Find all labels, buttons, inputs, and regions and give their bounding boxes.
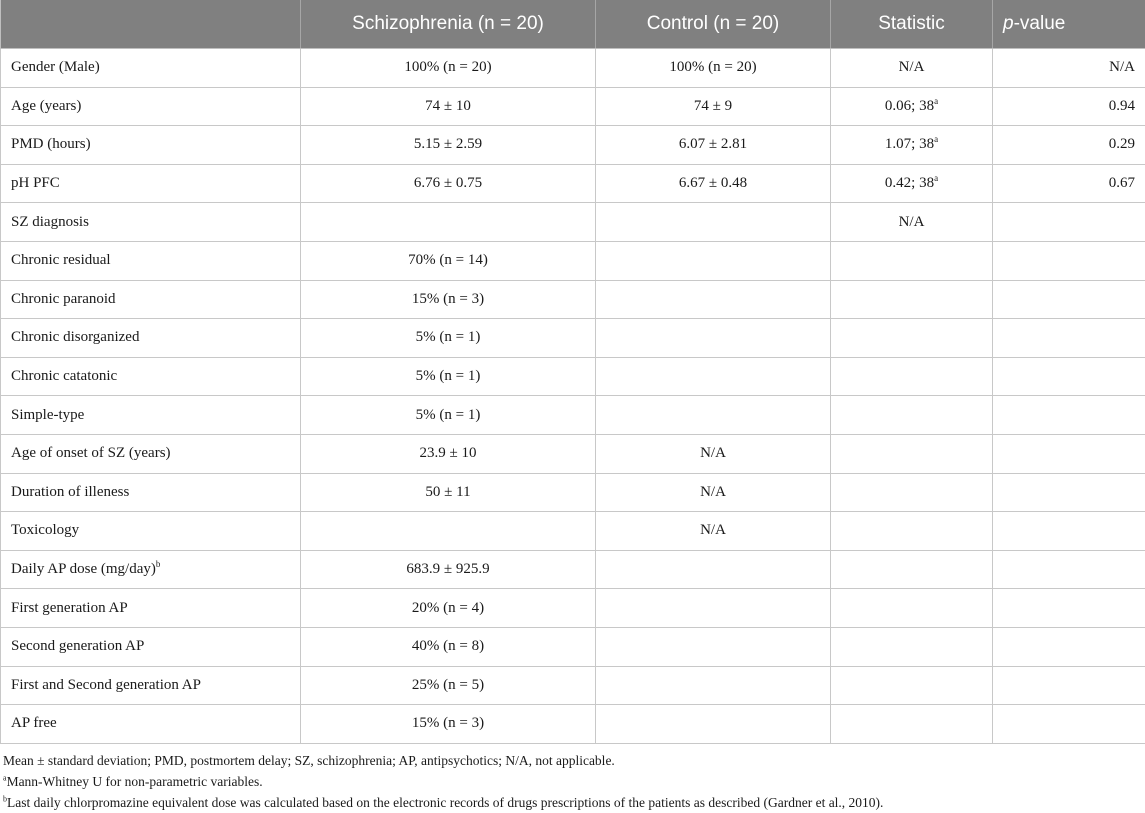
statistic-cell bbox=[831, 357, 993, 396]
row-label-cell bbox=[1, 241, 301, 280]
control-cell bbox=[596, 512, 831, 551]
row-label-cell-text: Simple-type bbox=[11, 407, 84, 423]
schizophrenia-cell bbox=[301, 164, 596, 203]
statistic-cell-text: 1.07; 38 bbox=[885, 136, 934, 152]
table-row bbox=[1, 357, 1145, 396]
row-label-cell-text: First generation AP bbox=[11, 600, 128, 616]
row-label-cell bbox=[1, 164, 301, 203]
row-label-cell-footnote-mark: b bbox=[156, 559, 161, 569]
footnote-b bbox=[3, 792, 1142, 813]
table-row bbox=[1, 434, 1145, 473]
schizophrenia-cell-text: 50 ± 11 bbox=[425, 484, 470, 500]
control-cell bbox=[596, 319, 831, 358]
table-header bbox=[1, 0, 1145, 49]
schizophrenia-cell bbox=[301, 473, 596, 512]
row-label-cell-text: SZ diagnosis bbox=[11, 214, 89, 230]
control-cell bbox=[596, 589, 831, 628]
row-label-cell-text: First and Second generation AP bbox=[11, 677, 201, 693]
statistic-cell bbox=[831, 319, 993, 358]
control-cell bbox=[596, 550, 831, 589]
pvalue-cell-text: 0.94 bbox=[1109, 98, 1135, 114]
control-cell bbox=[596, 473, 831, 512]
header-pvalue-italic: p bbox=[1003, 13, 1014, 34]
footnote-a bbox=[3, 771, 1142, 792]
table-row bbox=[1, 319, 1145, 358]
row-label-cell bbox=[1, 512, 301, 551]
statistic-cell-text: N/A bbox=[899, 214, 925, 230]
table-row bbox=[1, 627, 1145, 666]
pvalue-cell bbox=[993, 589, 1145, 628]
table-row bbox=[1, 241, 1145, 280]
statistic-cell bbox=[831, 434, 993, 473]
footnote-a-mark: a bbox=[3, 773, 7, 782]
row-label-cell bbox=[1, 319, 301, 358]
table-row bbox=[1, 550, 1145, 589]
schizophrenia-cell-text: 683.9 ± 925.9 bbox=[406, 561, 489, 577]
schizophrenia-cell-text: 20% (n = 4) bbox=[412, 600, 484, 616]
header-row bbox=[1, 0, 1145, 49]
pvalue-cell bbox=[993, 434, 1145, 473]
row-label-cell bbox=[1, 357, 301, 396]
schizophrenia-cell bbox=[301, 512, 596, 551]
control-cell bbox=[596, 164, 831, 203]
statistic-cell bbox=[831, 49, 993, 88]
control-cell-text: N/A bbox=[700, 445, 726, 461]
schizophrenia-cell bbox=[301, 396, 596, 435]
schizophrenia-cell bbox=[301, 280, 596, 319]
pvalue-cell bbox=[993, 512, 1145, 551]
row-label-cell bbox=[1, 396, 301, 435]
header-control: Control (n = 20) bbox=[596, 0, 831, 49]
control-cell bbox=[596, 434, 831, 473]
row-label-cell bbox=[1, 280, 301, 319]
pvalue-cell bbox=[993, 357, 1145, 396]
table-row bbox=[1, 473, 1145, 512]
schizophrenia-cell bbox=[301, 357, 596, 396]
control-cell bbox=[596, 87, 831, 126]
table-row bbox=[1, 164, 1145, 203]
statistic-cell bbox=[831, 473, 993, 512]
schizophrenia-cell-text: 5% (n = 1) bbox=[416, 368, 481, 384]
schizophrenia-cell-text: 5.15 ± 2.59 bbox=[414, 136, 482, 152]
row-label-cell bbox=[1, 203, 301, 242]
control-cell bbox=[596, 241, 831, 280]
row-label-cell bbox=[1, 666, 301, 705]
control-cell bbox=[596, 280, 831, 319]
row-label-cell-text: PMD (hours) bbox=[11, 136, 91, 152]
table-row bbox=[1, 203, 1145, 242]
row-label-cell bbox=[1, 126, 301, 165]
row-label-cell-text: Duration of illeness bbox=[11, 484, 129, 500]
control-cell-text: 6.67 ± 0.48 bbox=[679, 175, 747, 191]
schizophrenia-cell-text: 74 ± 10 bbox=[425, 98, 471, 114]
table-row bbox=[1, 126, 1145, 165]
table-row bbox=[1, 666, 1145, 705]
pvalue-cell bbox=[993, 396, 1145, 435]
header-schizophrenia: Schizophrenia (n = 20) bbox=[301, 0, 596, 49]
statistic-cell bbox=[831, 241, 993, 280]
row-label-cell-text: Age of onset of SZ (years) bbox=[11, 445, 171, 461]
pvalue-cell bbox=[993, 164, 1145, 203]
row-label-cell-text: pH PFC bbox=[11, 175, 60, 191]
pvalue-cell bbox=[993, 473, 1145, 512]
schizophrenia-cell-text: 23.9 ± 10 bbox=[420, 445, 477, 461]
table-row bbox=[1, 705, 1145, 744]
statistic-cell bbox=[831, 705, 993, 744]
row-label-cell-text: Gender (Male) bbox=[11, 59, 100, 75]
statistic-cell bbox=[831, 203, 993, 242]
control-cell bbox=[596, 49, 831, 88]
row-label-cell-text: Chronic residual bbox=[11, 252, 111, 268]
schizophrenia-cell-text: 70% (n = 14) bbox=[408, 252, 488, 268]
pvalue-cell-text: 0.67 bbox=[1109, 175, 1135, 191]
table-footnotes bbox=[0, 744, 1145, 813]
control-cell-text: 74 ± 9 bbox=[694, 98, 732, 114]
pvalue-cell bbox=[993, 126, 1145, 165]
header-statistic: Statistic bbox=[831, 0, 993, 49]
schizophrenia-cell bbox=[301, 203, 596, 242]
pvalue-cell bbox=[993, 666, 1145, 705]
schizophrenia-cell-text: 5% (n = 1) bbox=[416, 407, 481, 423]
statistic-cell bbox=[831, 164, 993, 203]
row-label-cell-text: Toxicology bbox=[11, 522, 79, 538]
header-pvalue bbox=[993, 0, 1145, 49]
row-label-cell bbox=[1, 87, 301, 126]
schizophrenia-cell bbox=[301, 319, 596, 358]
row-label-cell bbox=[1, 434, 301, 473]
statistic-cell-footnote-mark: a bbox=[934, 96, 938, 106]
schizophrenia-cell bbox=[301, 666, 596, 705]
control-cell-text: 6.07 ± 2.81 bbox=[679, 136, 747, 152]
row-label-cell-text: Chronic disorganized bbox=[11, 329, 139, 345]
row-label-cell-text: Second generation AP bbox=[11, 638, 144, 654]
control-cell bbox=[596, 126, 831, 165]
control-cell bbox=[596, 357, 831, 396]
schizophrenia-cell bbox=[301, 434, 596, 473]
control-cell bbox=[596, 203, 831, 242]
pvalue-cell bbox=[993, 627, 1145, 666]
statistic-cell-text: N/A bbox=[899, 59, 925, 75]
footnote-abbreviations: Mean ± standard deviation; PMD, postmortem delay; SZ, schizophrenia; AP, antipsychotics; N/A, not applicable. bbox=[3, 750, 1142, 771]
statistic-cell-text: 0.42; 38 bbox=[885, 175, 934, 191]
row-label-cell bbox=[1, 49, 301, 88]
control-cell bbox=[596, 705, 831, 744]
pvalue-cell bbox=[993, 705, 1145, 744]
row-label-cell bbox=[1, 705, 301, 744]
header-pvalue-rest: -value bbox=[1014, 13, 1066, 34]
pvalue-cell bbox=[993, 280, 1145, 319]
pvalue-cell-text: 0.29 bbox=[1109, 136, 1135, 152]
row-label-cell-text: Age (years) bbox=[11, 98, 81, 114]
statistic-cell bbox=[831, 126, 993, 165]
footnote-b-text: Last daily chlorpromazine equivalent dose was calculated based on the electronic records of drugs prescriptions of the patients as described (Gardner et al., 2010). bbox=[7, 795, 883, 810]
row-label-cell-text: Daily AP dose (mg/day) bbox=[11, 561, 156, 577]
row-label-cell bbox=[1, 473, 301, 512]
table-row bbox=[1, 87, 1145, 126]
schizophrenia-cell bbox=[301, 87, 596, 126]
pvalue-cell bbox=[993, 49, 1145, 88]
table-body bbox=[1, 49, 1145, 744]
pvalue-cell bbox=[993, 319, 1145, 358]
statistic-cell bbox=[831, 280, 993, 319]
schizophrenia-cell bbox=[301, 705, 596, 744]
schizophrenia-cell-text: 5% (n = 1) bbox=[416, 329, 481, 345]
row-label-cell-text: AP free bbox=[11, 715, 57, 731]
statistic-cell bbox=[831, 512, 993, 551]
footnote-a-text: Mann-Whitney U for non-parametric variables. bbox=[7, 774, 263, 789]
control-cell-text: N/A bbox=[700, 522, 726, 538]
header-characteristic bbox=[1, 0, 301, 49]
footnote-b-mark: b bbox=[3, 794, 7, 803]
control-cell bbox=[596, 627, 831, 666]
statistic-cell bbox=[831, 666, 993, 705]
statistic-cell bbox=[831, 396, 993, 435]
statistic-cell bbox=[831, 627, 993, 666]
row-label-cell-text: Chronic catatonic bbox=[11, 368, 117, 384]
schizophrenia-cell bbox=[301, 126, 596, 165]
schizophrenia-cell-text: 6.76 ± 0.75 bbox=[414, 175, 482, 191]
schizophrenia-cell-text: 25% (n = 5) bbox=[412, 677, 484, 693]
schizophrenia-cell-text: 100% (n = 20) bbox=[404, 59, 491, 75]
schizophrenia-cell bbox=[301, 241, 596, 280]
control-cell bbox=[596, 666, 831, 705]
table-row bbox=[1, 396, 1145, 435]
control-cell-text: 100% (n = 20) bbox=[669, 59, 756, 75]
table-row bbox=[1, 589, 1145, 628]
statistic-cell bbox=[831, 87, 993, 126]
statistic-cell bbox=[831, 550, 993, 589]
statistic-cell-footnote-mark: a bbox=[934, 134, 938, 144]
schizophrenia-cell-text: 15% (n = 3) bbox=[412, 715, 484, 731]
schizophrenia-cell bbox=[301, 627, 596, 666]
row-label-cell bbox=[1, 589, 301, 628]
schizophrenia-cell bbox=[301, 589, 596, 628]
pvalue-cell bbox=[993, 203, 1145, 242]
statistic-cell-text: 0.06; 38 bbox=[885, 98, 934, 114]
row-label-cell bbox=[1, 550, 301, 589]
schizophrenia-cell bbox=[301, 49, 596, 88]
schizophrenia-cell-text: 15% (n = 3) bbox=[412, 291, 484, 307]
control-cell bbox=[596, 396, 831, 435]
table-row bbox=[1, 49, 1145, 88]
control-cell-text: N/A bbox=[700, 484, 726, 500]
row-label-cell-text: Chronic paranoid bbox=[11, 291, 116, 307]
schizophrenia-cell-text: 40% (n = 8) bbox=[412, 638, 484, 654]
table-row bbox=[1, 512, 1145, 551]
pvalue-cell-text: N/A bbox=[1109, 59, 1135, 75]
pvalue-cell bbox=[993, 550, 1145, 589]
statistic-cell-footnote-mark: a bbox=[934, 173, 938, 183]
pvalue-cell bbox=[993, 241, 1145, 280]
table-row bbox=[1, 280, 1145, 319]
pvalue-cell bbox=[993, 87, 1145, 126]
schizophrenia-cell bbox=[301, 550, 596, 589]
statistic-cell bbox=[831, 589, 993, 628]
row-label-cell bbox=[1, 627, 301, 666]
